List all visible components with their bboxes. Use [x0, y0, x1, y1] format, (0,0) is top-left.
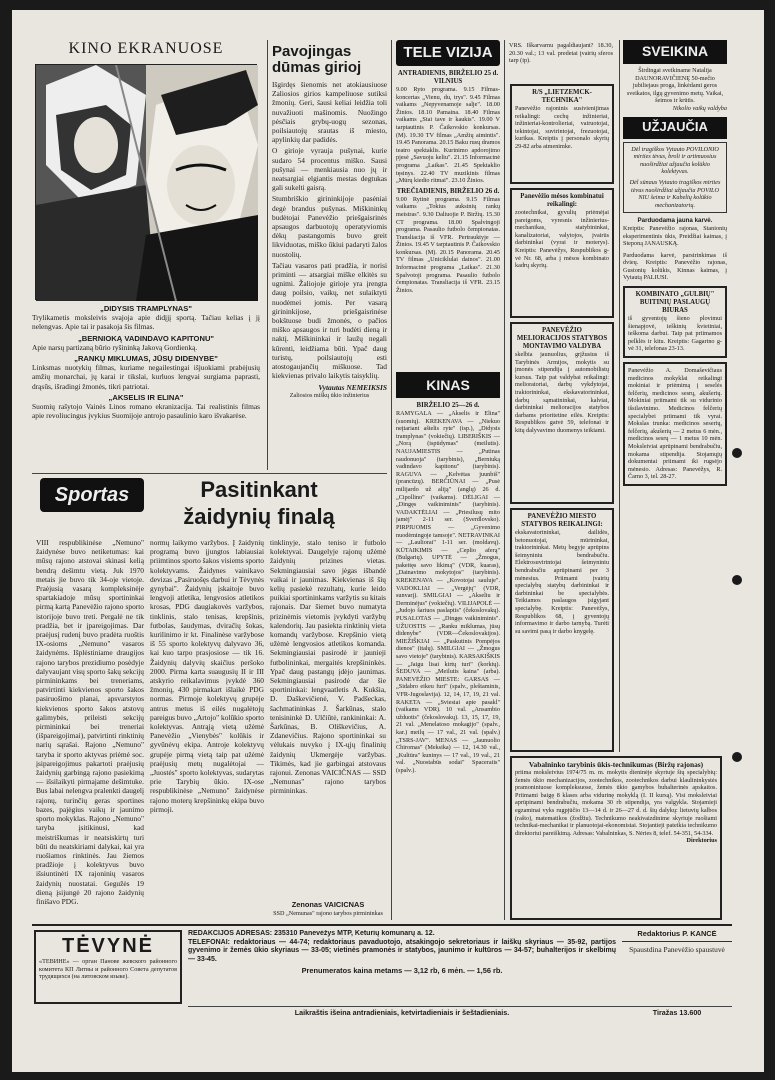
tirazas: Tiražas 13.600 — [652, 1009, 702, 1017]
uzjaucia-text: Dėl tragiškos Vytauto POVILONIO mirties tėvus, broli ir artimuosius nuoširdžiai užjaučia kolūkio kolektyvas. — [631, 145, 719, 176]
kinas-logo: KINAS — [396, 372, 500, 398]
kino-caption-title: „DIDYSIS TRAMPLYNAS" — [100, 304, 192, 313]
ad-mesos-kombinatas — [510, 188, 614, 318]
ad-signature: Direktorius — [686, 837, 717, 845]
ad-vabalninko-technikumas — [510, 756, 722, 920]
televizija-logo: TELE VIZIJA — [396, 40, 500, 66]
kombinat-ad — [623, 286, 727, 358]
prenumerata: Prenumeratos kaina metams — 3,12 rb, 6 mėn. — 1,56 rb. — [301, 966, 503, 976]
sportas-logo: Sportas — [40, 478, 144, 512]
sveikina-text: Širdingai sveikiname Natalija DAUNORAVIČIENĘ 50-mečio jubiliejaus proga, linkėdami geros sveikatos, ilgų gyvenimo metų. Vaikai, šeimos ir krūtis. — [626, 67, 724, 105]
tv-header-note: VRS. Iškarvarnu pagaldiaujant? 18.30, 20.30 val.; 13 val. predetai įvairių sferos tarp (ip). — [509, 42, 613, 65]
column-rule — [267, 40, 268, 470]
ad-text: Panevėžio A. Domaševičiaus medicinos mokyklai reikalingi mokiniai ir priėmimą į seselės felčerių, medicinos sesrų, akušerių. Mokiniai priimami tik su vidurinio išsilavinimo. Medicinos felčerių specialybei priimami tik vyrai. Mokslas trunka: medicinos seserių, felčerių, akušerių — 2 metus 6 mėn., medicinos sesrų — 1 metus 10 mėn. Moksleiviai aprūpinami bendrabučiu, mokama stipendija. Stojamųjų dokumentai priimami iki rugsėjo mėnesio. Adresas: Panevėžys, R. Čarno 3, tel. 28-27. — [628, 367, 722, 481]
ad-text: skelbia jaunuolius, grįžusius iš Tarybinės Armijos, mokytis su įmonės stipendija į automobilistų kursus. Taip pat valdybai reikalingi: melioratoriai, darbų vykdytojai, traktorininkai, ekskavatorininkai, darbų sąmatininkai, kalviai, darbininkai melioracijos statybos darbams prioritetine eilės. Kreiptis: Respublikos gatvė 59, telefonai ir kitų dalyvavimo duomenys teikiami. — [515, 351, 609, 434]
article-paragraph: Išgirdęs šienomis net atokiausiuose Zaliosios girios kampeliuose sutiksi žmonių. Geri, šausi keliai leidžia toli nuvažiuoti mašinomis. Nuožingo pėsčiais grybų-uogų sezonas, poilsiautojų srautas iš miesto, apylinkių dar padidės. — [272, 80, 387, 145]
sportas-col3: tinklinyje, stalo teniso ir futbolo kolektyvai. Daugelyje rajonų užėmė žaidynių prizines vietas. Sekmingiausiai savo jėgas išbandė vaikai ir jaunimas. Kiekvienas iš šių kelių pasiekė rezultatų, kurie leido puikiai sportininkams varžytis su kitais rajonais. Dar šiemet buvo numatyta prizinėmis vietomis įvykdyti varžybų kalendorių. Jau pasiekta rinktinių vieta komandų varžybose. Krepšinio vietą užėmė lengvosios atletikos komanda. Sekmingiausiai pasirodė ir jaunieji futbolininkai, mergaitės krepšininkės. Ypač daug pastangų įdėjo jaunimas. Sekmingiausiai pasirodė dar šie sportininkai: lengvaatletis A. Kukšia, D. Daškevičienė, V. Padšeckas, šachmatininkas J. Šarkūnas, stalo tenisininkė D. Ulčiūtė, rankininkai: A. Šarkūnas, B. Oliškevičius, A. Zdanevičius. Rajono sportininkai su vėlukais nuvyko į IX-ųjų finalinių žaidynių Ukmergėje varžybas. Tikimės, kad jie garbingai atstovaus rajonui. Zenonas VAICIČNAS — SSD „Nemunas" rajono tarybos pirmininkas. — [270, 538, 386, 796]
kino-caption-title: „BERNIOKĄ VADINDAVO KAPITONU" — [77, 333, 215, 343]
kino-caption-title: „AKSELIS IR ELINA" — [108, 392, 184, 402]
punch-hole — [732, 752, 742, 762]
pavojingas-author-role: Zaliosios miškų ūkio inžinierius — [289, 391, 370, 399]
uzjaucia-text: Dėl sūnaus Vytauto tragiškos mirties tėvus nuoširdžiai užjaučia POVILO NIU šeima ir Kabelių kolūkio mechanizatorių. — [629, 178, 721, 209]
pavojingas-article — [272, 44, 387, 464]
tv-program-list: 9.00 Ryto programa. 9.15 Filmas-koncertas „Vienu, du, trys". 9.45 Filmas vaikams „Nepyvenamoje salje". 18.00 Žinios. 18.10 Pamaina. 18.40 Filmas vaikams „Stai tave ir kaukis". 19.00 V tarptautinis P. Čaikovskio konkursas. (M). 19.30 TV filmas „Amžių aimintis". 19.45 Panorama. 20.15 Baku rusų dramos teatro spektaklis. Kurinimo apdorojimo pjesė „Savuoju keliu". 21.15 Informacinė programa „Laikas". 21.45 Spektaklio tęsinys. 22.40 TV muzikinis filmas „Mūrų kiedio ritmai". 23.10 Žinios. — [396, 86, 500, 185]
kino-caption-title: „RANKŲ MIKLUMAS, JŪSŲ DIDENYBE" — [74, 354, 218, 364]
ad-text: ekskavatorininkai, dailidės, betonuotojai, mūrininkai, traktorininkai. Metų begyje aprūpins šeimyniniu bendrabučiu. Elektrosuvirintojai šeimyniniu bendrabučiu aprūpinami per 3 mėnesius. Priimami įvairių specialybų statybų darbininkai ir darbininkai be specialybės. Teikiamos paslaugos įsigyjant specialybę. Kreiptis: Panevėžys, Respublikos 68, į gyventojų informavimo ir darbo tarnybą. Turėti su savimi pasą ir darbo knygelę. — [515, 529, 609, 635]
pavojingas-body — [272, 80, 387, 381]
masthead-title: TĖVYNĖ — [61, 935, 155, 957]
column-rule — [619, 40, 620, 752]
article-paragraph: Tačiau vasaros pati pradžia, ir norisi priminti — atsargiai miške elkitės su ugnimi. Žaliojoje girioje yra įrengta daug poilsio, vaikų, net sulaiktyti nuodėmei jomis. Per vasarą girininkijose, priešgaisrinėse bokštuose budi žmonės, o pačios miško apsaugos ir turi budėti dieną ir naktį. Miškininkai ir laužų negali kūrenti, leidžiama būti. Ypač daug turistų, poilsiautojų esti atostogaujančių miškuose. Tad kiekvienas privalo laikytis taisyklių. — [272, 260, 387, 381]
redaktorius-box — [622, 930, 732, 1004]
tv-program-list: 9.00 Rytinė programa. 9.15 Filmas vaikams „Tokius auksinių rankų meistras". 9.30 Daliuojie P. Biržių. 15.30 CT programa. 18.00 Spalvingoji programa. Pasaulio futbolo čempionatas. Transliacija iš VFR. Pertrauktyje — Žinios. 19.45 V tarptautinis P. Čaikovskio konkursas. (M). 20.15 Panorama. 20.45 TV filmas „Uniciklulai dainos". 21.00 Informacinė programa „Laikas". 21.30 Spalvotoji programa. Pasaulio futbolo čempionatas. Transliacija iš VFR. 23.15 Žinios. — [396, 195, 500, 294]
laikrastis-note: Laikraštis išeina antradieniais, ketvirtadieniais ir šeštadieniais. — [294, 1009, 510, 1017]
ad-header: PANEVĖŽIO MELIORACIJOS STATYBOS MONTAVIMO VALDYBA — [516, 327, 608, 350]
kino-title: KINO EKRANUOSE — [68, 40, 224, 57]
kino-caption-text: Trylikametis moksleivis svajoja apie didįjį sportą. Tačiau kelias į jį nelengvas. Apie tai ir pasakoja šis filmas. — [32, 313, 260, 332]
redakcija-info — [188, 930, 616, 1004]
ad-miesto-statybos — [510, 508, 614, 752]
uzjaucia-box — [623, 142, 727, 214]
spaustuve: Spaustdina Panevėžio spaustuvė — [629, 944, 725, 954]
article-paragraph: Stumbriškio girininkijoje pasėniai degė brandus pušynas. Miškininkų budėtojai Panevėžio priešgaisrinės apsaugos darbuotojų operatyviomis dėkų pastangomis buvo greit likviduotas, miško ūkiui padaryti žalos nuostolių. — [272, 194, 387, 259]
sportas-headline: Pasitinkant žaidynių finalą — [183, 477, 335, 529]
domaseviciaus-ad — [623, 362, 727, 486]
film-still-image — [35, 64, 257, 300]
kino-caption-text: Linksmas nuotykių filmas, kuriame negailestingai išjuokiami prabėjusių amžių monarchai, jų karai ir tikslai, kurluos lengvai surgiama paprasti, drąsūs, išradingi žmonės, tikri patriotai. — [32, 363, 260, 391]
agro-ad-header: Parduodama jauna karvė. — [637, 217, 713, 225]
sportas-author-role: SSD „Nemunas" rajono tarybos pirmininkas — [273, 910, 383, 917]
tv-day-heading: TREČIADIENIS, BIRŽELIO 26 d. — [396, 187, 500, 195]
sell-ad-text: Parduodama karvė, parsirinkimas iš dvieų. Kreiptis: Panevėžio rajonas, Gustonių kolūkis, Kinnas kaimas, į Vytautą PALIUSI. — [623, 251, 727, 282]
televizija-section — [396, 40, 500, 368]
kino-caption-text: Apie narsų partizaną būrio ryšininką Jakovą Gordienką. — [32, 342, 198, 352]
redakcijos-adresas: REDAKCIJOS ADRESAS: 235310 Panevėžys MTP, Keturių komunarų a. 12. — [188, 930, 435, 937]
kino-caption-text: Suomių rašytojo Vainės Linos romano ekranizacija. Tai realistinis filmas apie revoliucingus įvykius Suomijoje antrojo pasaulinio karo išvakarėse. — [32, 402, 260, 421]
sveikina-sign: Nikolio vaikų valdyba — [672, 104, 727, 112]
kino-section — [32, 40, 260, 470]
kino-captions — [32, 304, 260, 420]
ad-text: iš gyventojų šieno plovimui šienapjovė, ieškinių kvietiniai, ieškoma darbui. Taip pat priimamos pelklės ir kitu. Kreiptis: Gagarino g-vė 31, telefonas 23-13. — [628, 315, 722, 353]
article-paragraph: O girioje vyrauja pušynai, kurie sudaro 54 procentus miško. Sausi pušynai — menkiausia nuo jų ir neatsargiai elgiantis mestas degtukas gali sukelti gaisrą. — [272, 146, 387, 193]
kinas-listings: RAMYGALA — „Akselis ir Elina" (suomių). KREKENAVA — „Niekuo neįtariant aštelis ryte" (isp.), „Didysis tramplynas" (vokiečių). LIBERIŠKIS — „Norą (ispūdymas" (meilutis). NAUJAMIESTIS — „Putinas raudonuoja" (tarybinis), „Berniuką vadindavo kapitonu" (tarybinis). RAGUVA — „Kelvėtas juunbiš" (prancūzų). BERČIŪNAI — „Pusė milijardo už aliją" (anglų) 26 d. „Cipollino" (vaikams). DĖLIGAI — „Dingęs vaikiniminis" (tarybinis). VADAKTĖLIAI — „Priesilusų mito jamėj" 2-11 ser. (Sverdlovsko). PIRPIUOMIS — „Gyvenimo nuodėmingoje tamsoje". NETRAVINKAI — „Lauliorai" 1-11 ser. (moldavų). KŪTAIKIMIS — „Ceplio aferą" (Bulgarių). UPYTĖ — „Žmogus, pakeitęs savo likimą" (VDR, kuaras), „Dainavimo mokytojos" (tarybinis). KREKENAVA — „Kovotojai sauluje". VADOKLIAI — „Vergėjų" (VDR, sunvarį). SMILGIAI — „Akseliu ir Derminėjus" (vokiečių). VILIJAPOLĖ — „Judojo šariuos paslaptis" (čekoslovakų). PUSALOTAS — „Dingęs vaikiniminis". UŽUOSTIS — „Ranku miklumas, jūsų didenybe" (VDR—Čekoslovakijos). MIEŽIŠKIAI — „Paskutinis Pompėjos dienos" (italų). SMILGIAI — „Žmogus savo vietoje" (tarybinis). KARSAKIŠKIS — „Jaigu lisai kirtų turi" (korkių). ŠEDUVA — „Meilutis kaina" (arba). PANEVĖŽIO MIESTE: GARSAS — „Sidabro eikeu furi" (spalv., pleštaminis, VFR-Jugoslavija). 12, 14, 17, 19, 21 val. RAKETA — „Sviesiai apie pasakl" (vaikams VDR). 10 val. „Ansambio užduotis" (čekoslovakų). 13, 15, 17, 19, 21 val. „Menelatoso mokagijo" (spalv., kar.) meilų — 17 val., 21 val. (spalv.) „TSRS-JAV". MENAS — „Jaunuolio Chiromas" (Meksika) — 12, 14.30 val., „Kultūra" kuninys — 17 val., 19 val., 21 val. „Nuostabūs sodai" Spaceraiis" (spalv.). — [396, 410, 500, 774]
redaktorius: Redaktorius P. KANCĖ — [622, 930, 732, 942]
right-column — [623, 40, 727, 752]
footer-rule — [188, 1006, 732, 1007]
ad-text: zootechnikai, gyvulių priėmėjai pareigoms, vyresnis inžinierius-mechanikas, statybininkai, kanalizatoriai, valytojos, įvairūs darbininkai (vyrai ir moterys). Kreiptis: Panevėžys, Respublikos g-vė Nr. 68, arba į mėsos kombinato kadrų skyrių. — [515, 209, 609, 270]
punch-hole — [732, 575, 742, 585]
uzjaucia-logo: UŽJAUČIA — [623, 117, 727, 139]
column-rule — [504, 40, 505, 920]
pavojingas-title: Pavojingas dūmas girioj — [272, 44, 362, 76]
ad-header: KOMBINATO „GULBIŲ" BUITINIŲ PASLAUGŲ BIURAS — [635, 291, 715, 315]
pavojingas-author: Vytautas NEMEIKSIS — [318, 382, 387, 392]
telefonai: TELEFONAI: redaktoriaus — 44-74; redaktoriaus pavaduotojo, atsakingojo sekretoriaus ir laiškų skyriaus — 35-92, partijos gyvenimo ir žemės ūkio skyriaus — 33-05; vietinės pramonės ir statybos, jaunimo ir kultūros — 34-57; buhalterijos ir skelbimų — 33-45. — [188, 938, 616, 963]
kinas-section — [396, 372, 500, 920]
tv-day-heading: ANTRADIENIS, BIRŽELIO 25 d. — [397, 70, 499, 77]
sportas-col1: VIII respublikinėse „Nemuno" žaidynėse buvo netiketumas: kai mūsų rajono atstovai skinasi kelią bendrą dešimtu vietą. Juk 1970 metais jie buvo tik 34-oje vietoje. Praėjusią vasarą kompleksinėje spartakiadoje mūsų sportininkai pirmą kartą Panevėžio rajono sporto istorijoje buvo treti. Pergalė ne tik pradžia, bet ir įpareigojimas. Dar praėjusį rudenį buvo pradėta ruoštis IX-osioms „Nemuno" vasaros žaidynėms. Išplėstiniame draugijos rajono tarybos prezidiumo posėdyje dalyvaujant visų sporto šakų sekcijų pirmininkams bei treneriams, patvirtinti kiekvienos sporto šakos pasiruošimo planai, apsvarstytos kiekvienos sporto šakos atstovų galimybės, prileisti sekcijų pirmininkai bei treneriai (išpareigojimai), patvirtinti rinktinių narių sąrašai. Rajono „Nemuno" taryba ir sporto aktyvas priėmė soc. įsipareigojimus pakartoti praėjusių žaidynių garbingą rajono pasiekimą — išsilaikyti pirmajame dešimtuke. Bus labai nelengva pralenkti daugelį rajonų, turinčių geras sportines bazes, pajėgius vaikų ir jaunimo sporto mokyklas. Rajono „Nemuno" taryba įsitikinusi, kad meistriškumas ir neatsiskirtų turi būti du neatskiriami dalykai, kai yra ruošiamos rinktinės. Jau žiemos pradžioje į kolektyvus buvo išsiuntinėti IX rajoninių vasaros žaidynių nuostatai. Gegužės 19 dieną įsijungė 20 rajono žaidynių finišavo PDG. — [36, 538, 144, 906]
sveikina-logo: SVEIKINA — [623, 40, 727, 64]
ad-text: Panevėžio rajoninis susivienijimas reikalingi: cechų inžinieriai, inžinieriai-kontrolieriai, vairuotojai, tekintojai, suvirintojai, frezuotojai, kurikas. Kreiptis į personalo skyrių 29-82 arba atmenimke. — [515, 105, 609, 150]
sportas-author: Zenonas VAICICNAS — [291, 900, 365, 909]
section-rule — [32, 473, 387, 474]
ad-melioracijos — [510, 322, 614, 504]
ad-header: Vabalninko tarybinis ūkis-technikumas (Biržų rajonas) — [528, 760, 704, 769]
sportas-col2: normų laikymo varžybos. Į žaidynių programą buvo įjungtos labiausiai priimtinos sporto šakos visiems sporto kolektyvams. Žaidynes vainikavo devizas „Pasiruošęs darbui ir Tėvynės gynybai". Žaidynių įskaitoje buvo lengvoji atletika, lengvosios atletikos krosas, PDG daugiakovės varžybos, tinklinis, stalo tenisas, krepšinis, futbolas, šaudymas, dviračių šokas, kurilinimo ir kt. Finalinėse varžybose iš 55 sporto kolektyvų dalyvavo 36, kai kuo tarpo prasjosiose — tik 16. Žaidynių dalyvių skaičius peršoko 2000. Pirma karta suaugusių II ir III atskyrio reikalavimus įvykdė 360 žmonių, 430 pirmakart išlaikė PDG normas. Pirmoje kolektyvų grupėje antrus metus iš eilės nugalėtojų pareigus buvo „Artojo" kolūkio sporto kolektyvas. Antrąją vietą užėmė Panevėžio „Vienybės" kolūkis ir gyvūnėvų ekipa. Antroje kolektyvų grupėje pirmą vietą taip pat užėmė praėjusių metų nugalėtojai — „Juostės" sporto kolektyvas, sudarytas prie Tarybių ūkio. IX-ose respublikinėse „Nemuno" žaidynėse rajono moterų krepšininkų ekipa buvo pirmoji. — [150, 538, 264, 814]
kinas-date: BIRŽELIO 25—26 d. — [416, 402, 480, 409]
ad-text: priima moksleivius 1974/75 m. m. mokytis dieninėje skyriuje šių specialybių: žemės ūkio mechanizacijos, zootechnikos, zootechnikos darbui klaulininkystės pramoniniuose kompleksuose, žemės ūkio gamybos buhalterinės apskaitos. Priimami baigę 8 klases arba vidurinę mokyklą (I. II kursą). Visi moksleiviai aprūpinami bendrabučiu, mokama 30 rb stipendija, yra valgykla. Stojamieji egzaminai vyks rugpjūčio 13—14 d. ir 26—27 d. d. šių dalykų: lietuvių kalbos (rašto), matematikos (žodžiu). Technikumo neakivaizdinime skyriuje ruošiami technikai-mechanikai ir planuotojai-ekonomistai. Stojantieji pateikia technikumo direktoriui pareiškimą. Adresas: Vabalninkas, S. Nėries 8, telef. 54-351, 54-334. — [515, 769, 717, 837]
column-rule — [391, 40, 392, 920]
agro-ad-text: Kreiptis: Panevėžio rajonas, Stanionių eksperimentinis ūkis, Preidžiai kaimas, į Steponą JANAUSKĄ. — [623, 224, 727, 248]
masthead-box — [34, 930, 182, 1004]
punch-hole — [732, 448, 742, 458]
ad-lietzemck — [510, 84, 614, 184]
tv-city: VILNIUS — [433, 78, 463, 85]
sportas-logo-box — [40, 478, 144, 518]
ad-header: R/S „LIETZEMCK-TECHNIKA" — [532, 89, 592, 104]
ad-header: Panevėžio mėsos kombinatui reikalingi: — [520, 193, 604, 208]
newspaper-page — [12, 10, 764, 1072]
masthead-subtitle: «ТЕВИНЕ» — орган Панове жевского районного комитета КП Литвы и районного Совета депутатов трудящихся (на литовском языке). — [39, 958, 177, 981]
ad-header: PANEVĖŽIO MIESTO STATYBOS REIKALINGI: — [521, 513, 603, 528]
footer-rule — [32, 924, 732, 926]
